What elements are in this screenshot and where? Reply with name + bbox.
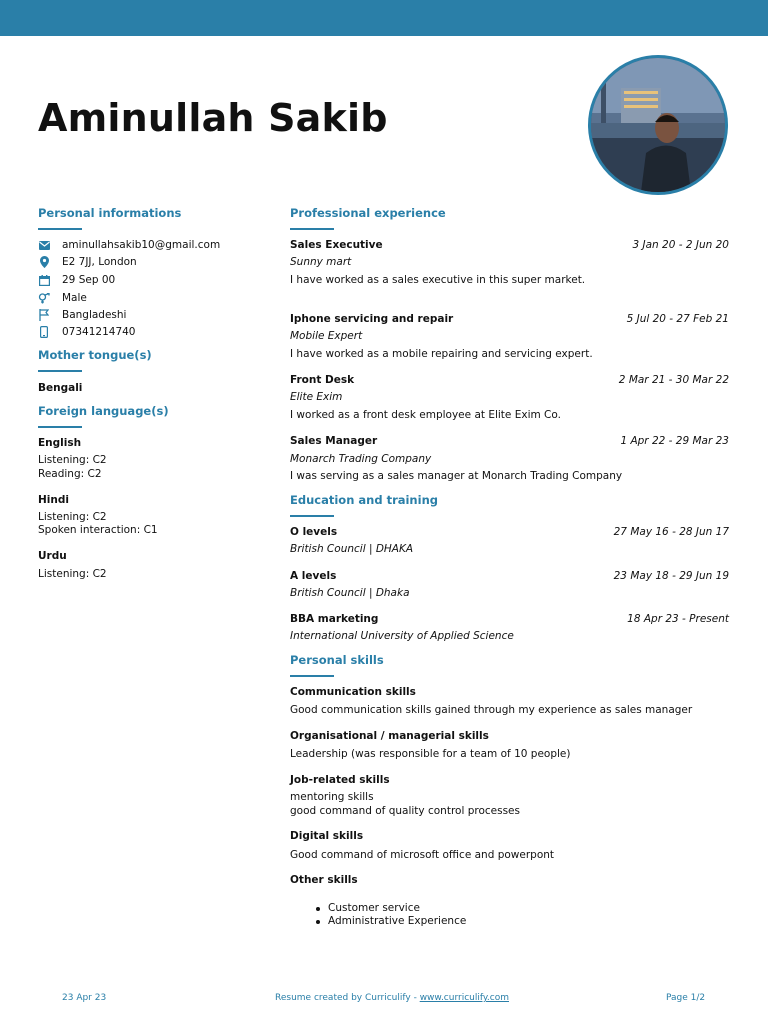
mother-tongue-language: Bengali [38, 382, 83, 394]
skills-heading: Personal skills [290, 653, 384, 667]
address-text: E2 7JJ, London [62, 256, 137, 268]
flag-icon [38, 309, 50, 321]
bullet-dot [316, 907, 320, 911]
phone-icon [38, 326, 50, 338]
skill-text: mentoring skills [290, 791, 374, 803]
skill-category: Digital skills [290, 830, 364, 842]
skill-category: Job-related skills [290, 774, 390, 786]
section-divider [290, 675, 334, 677]
gender-text: Male [62, 292, 87, 304]
language-level: Listening: C2 [38, 511, 107, 523]
education-school: International University of Applied Science [290, 630, 514, 642]
mother-tongue-heading: Mother tongue(s) [38, 348, 152, 362]
education-dates: 27 May 16 - 28 Jun 17 [613, 526, 729, 538]
bullet-dot [316, 920, 320, 924]
skill-category: Organisational / managerial skills [290, 730, 489, 742]
job-company: Monarch Trading Company [290, 453, 432, 465]
profile-photo [588, 55, 728, 195]
education-heading: Education and training [290, 493, 438, 507]
language-level: Listening: C2 [38, 568, 107, 580]
job-dates: 5 Jul 20 - 27 Feb 21 [626, 313, 729, 325]
curriculify-link[interactable]: www.curriculify.com [419, 993, 509, 1003]
job-description: I have worked as a sales executive in this super market. [290, 274, 586, 286]
section-divider [290, 228, 334, 230]
email-text: aminullahsakib10@gmail.com [62, 239, 221, 251]
job-company: Sunny mart [290, 256, 352, 268]
job-title: Front Desk [290, 374, 355, 386]
section-divider [290, 515, 334, 517]
candidate-name: Aminullah Sakib [38, 96, 388, 140]
experience-heading: Professional experience [290, 206, 446, 220]
job-title: Sales Executive [290, 239, 383, 251]
calendar-icon [38, 274, 50, 286]
footer-page-number: Page 1/2 [666, 993, 706, 1003]
job-dates: 2 Mar 21 - 30 Mar 22 [618, 374, 729, 386]
job-description: I have worked as a mobile repairing and servicing expert. [290, 348, 593, 360]
gender-icon [38, 292, 50, 304]
skill-text: good command of quality control processes [290, 805, 520, 817]
top-banner [0, 0, 768, 36]
job-title: Iphone servicing and repair [290, 313, 454, 325]
phone-text: 07341214740 [62, 326, 136, 338]
envelope-icon [38, 239, 50, 251]
language-level: Listening: C2 [38, 454, 107, 466]
language-name: Urdu [38, 550, 67, 562]
skill-text: Leadership (was responsible for a team of 10 people) [290, 748, 571, 760]
section-divider [38, 426, 82, 428]
personal-info-heading: Personal informations [38, 206, 182, 220]
education-degree: BBA marketing [290, 613, 379, 625]
location-pin-icon [38, 256, 50, 268]
language-name: English [38, 437, 82, 449]
footer-credit-text: Resume created by Curriculify - [275, 993, 420, 1003]
foreign-languages-heading: Foreign language(s) [38, 404, 169, 418]
job-company: Elite Exim [290, 391, 343, 403]
job-description: I was serving as a sales manager at Monarch Trading Company [290, 470, 623, 482]
education-degree: A levels [290, 570, 337, 582]
skill-text: Good command of microsoft office and powerpont [290, 849, 555, 861]
section-divider [38, 228, 82, 230]
footer-date: 23 Apr 23 [62, 993, 107, 1003]
section-divider [38, 370, 82, 372]
education-dates: 18 Apr 23 - Present [627, 613, 729, 625]
language-level: Spoken interaction: C1 [38, 524, 158, 536]
education-dates: 23 May 18 - 29 Jun 19 [613, 570, 729, 582]
language-level: Reading: C2 [38, 468, 102, 480]
job-title: Sales Manager [290, 435, 378, 447]
other-skill-item: Customer service [328, 902, 420, 914]
skill-category: Other skills [290, 874, 358, 886]
education-school: British Council | Dhaka [290, 587, 410, 599]
job-dates: 1 Apr 22 - 29 Mar 23 [620, 435, 729, 447]
footer-credit [275, 993, 509, 1003]
job-description: I worked as a front desk employee at Elite Exim Co. [290, 409, 561, 421]
job-dates: 3 Jan 20 - 2 Jun 20 [632, 239, 729, 251]
skill-text: Good communication skills gained through my experience as sales manager [290, 704, 693, 716]
other-skill-item: Administrative Experience [328, 915, 467, 927]
skill-category: Communication skills [290, 686, 416, 698]
education-degree: O levels [290, 526, 338, 538]
job-company: Mobile Expert [290, 330, 363, 342]
birth-date-text: 29 Sep 00 [62, 274, 116, 286]
language-name: Hindi [38, 494, 69, 506]
education-school: British Council | DHAKA [290, 543, 414, 555]
nationality-text: Bangladeshi [62, 309, 127, 321]
